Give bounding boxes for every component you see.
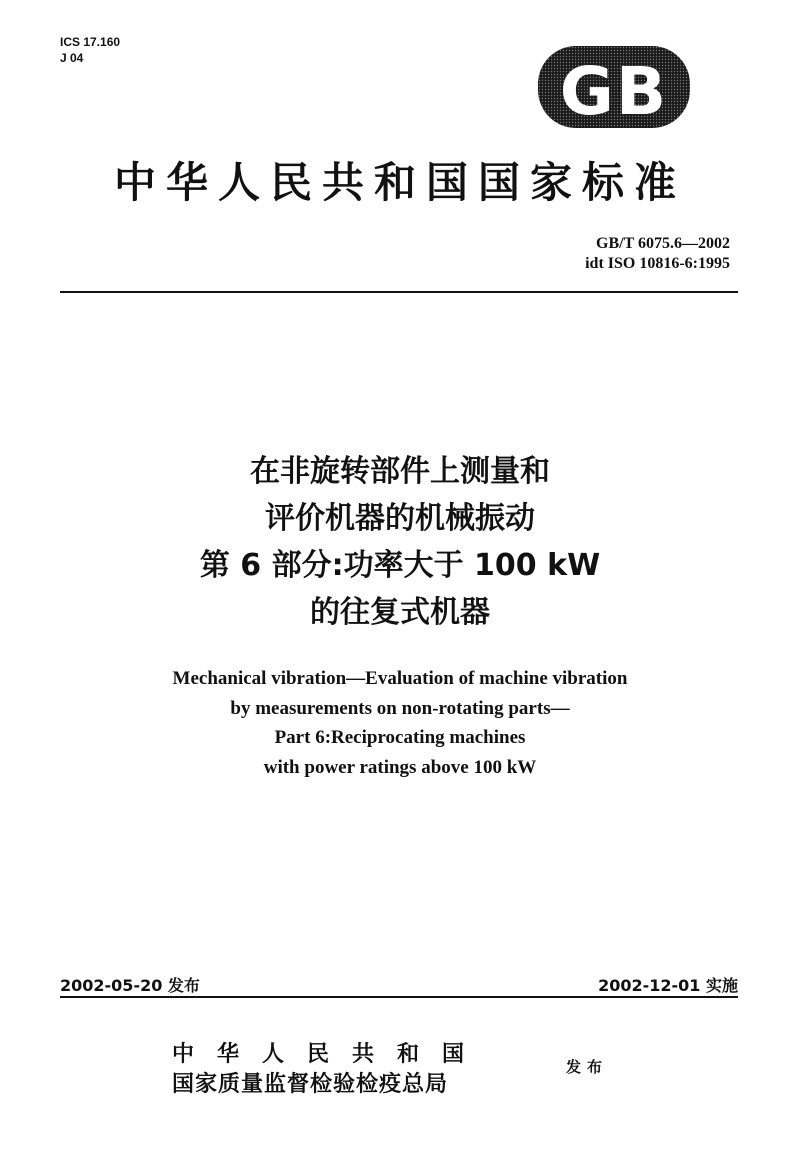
publish-date: 2002-05-20 发布 (60, 976, 200, 995)
issuer-country: 中华人民共和国 (172, 1042, 488, 1067)
english-title-line: Mechanical vibration—Evaluation of machine vibration (172, 668, 628, 689)
issue-action: 发布 (566, 1058, 609, 1076)
english-title-line: with power ratings above 100 kW (263, 756, 537, 778)
issuing-authority (172, 1040, 544, 1100)
chinese-title-line: 第 6 部分:功率大于 100 kW (199, 548, 601, 583)
chinese-title-line: 的往复式机器 (310, 595, 490, 630)
footer-divider (60, 996, 738, 998)
standard-number-block (585, 234, 730, 274)
standard-number: GB/T 6075.6—2002 (596, 235, 730, 252)
chinese-title (40, 448, 760, 636)
english-title (40, 664, 760, 782)
chinese-title-line: 评价机器的机械振动 (265, 501, 535, 536)
gb-logo-text: GB (559, 53, 669, 128)
national-standard-title: 中华人民共和国国家标准 (113, 158, 686, 207)
issuer-agency: 国家质量监督检验检疫总局 (172, 1072, 449, 1097)
english-title-line: by measurements on non-rotating parts— (230, 697, 570, 719)
iso-equivalent: idt ISO 10816-6:1995 (585, 255, 730, 272)
header-divider (60, 291, 738, 293)
classification-codes (60, 34, 120, 66)
english-title-line: Part 6:Reciprocating machines (274, 727, 526, 748)
ccs-code: J 04 (60, 51, 84, 65)
chinese-title-line: 在非旋转部件上测量和 (250, 454, 550, 489)
gb-logo (538, 46, 690, 128)
ics-code: ICS 17.160 (60, 35, 121, 49)
implement-date: 2002-12-01 实施 (598, 976, 738, 995)
